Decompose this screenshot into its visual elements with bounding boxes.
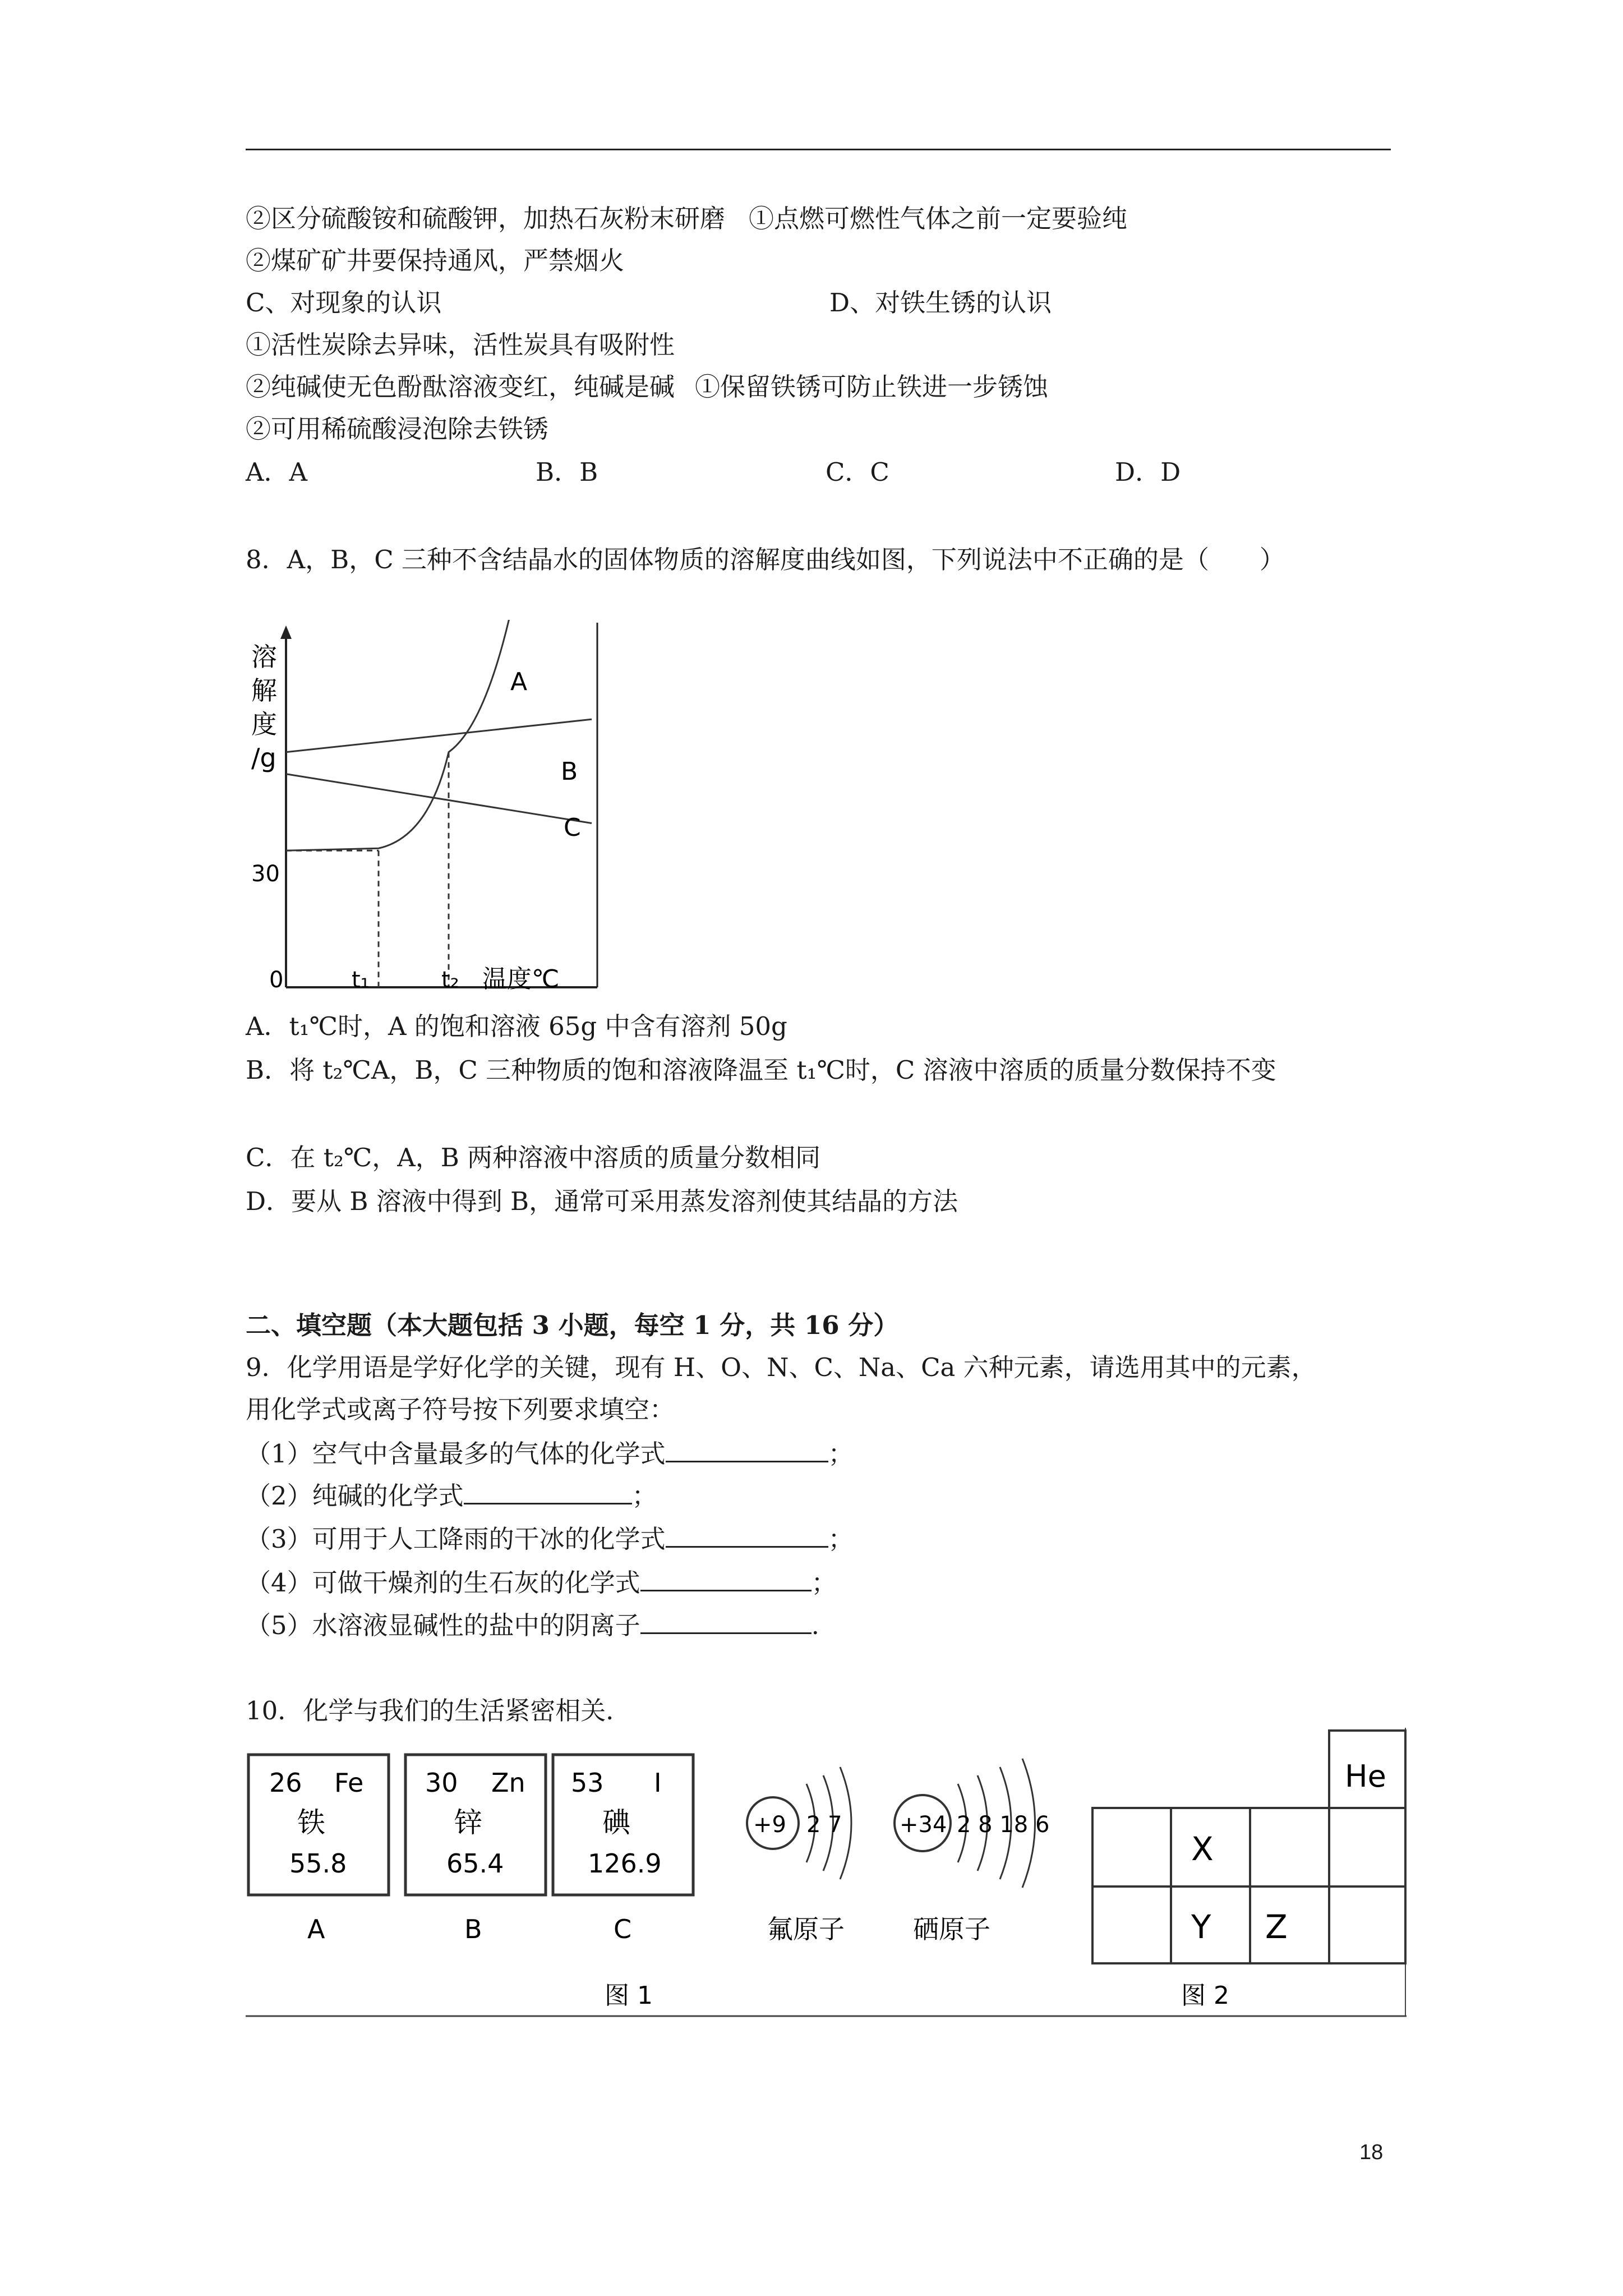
element-name: 碘	[602, 1806, 630, 1839]
question-stem: 用化学式或离子符号按下列要求填空：	[246, 1395, 675, 1424]
atomic-mass: 126.9	[588, 1848, 662, 1879]
option-text: ②区分硫酸铵和硫酸钾，加热石灰粉末研磨	[246, 204, 726, 233]
header-rule	[246, 149, 1391, 150]
series-a-curve	[286, 620, 516, 850]
atomic-number: 53	[571, 1768, 604, 1798]
text-line	[246, 202, 1127, 236]
text-line	[246, 370, 1048, 404]
cell-x: X	[1191, 1830, 1214, 1868]
fluorine-atom-diagram	[747, 1767, 851, 1944]
page-number: 18	[1359, 2141, 1384, 2164]
x-tick-label: t₂	[441, 967, 459, 993]
element-symbol: Zn	[491, 1768, 525, 1798]
answer-blank[interactable]	[640, 1565, 811, 1591]
cell-he: He	[1345, 1759, 1386, 1794]
nucleus-charge: +9	[753, 1812, 786, 1838]
series-label: C	[564, 813, 581, 842]
fill-item-end: ；	[828, 1439, 854, 1469]
fill-item	[246, 1521, 854, 1556]
atom-label: 氟原子	[767, 1914, 845, 1944]
answer-option: A．t₁℃时，A 的饱和溶液 65g 中含有溶剂 50g	[246, 1011, 787, 1041]
fill-item	[246, 1436, 854, 1471]
fill-item	[246, 1608, 819, 1642]
answer-blank[interactable]	[640, 1608, 811, 1634]
answer-blank[interactable]	[666, 1521, 828, 1548]
element-symbol: I	[654, 1768, 662, 1798]
fill-item-end: ；	[828, 1524, 854, 1554]
atomic-mass: 65.4	[446, 1848, 504, 1879]
text-line: ②煤矿矿井要保持通风，严禁烟火	[246, 246, 625, 275]
fill-item-text: （1）空气中含量最多的气体的化学式	[246, 1439, 666, 1469]
element-name: 锌	[454, 1806, 482, 1839]
element-symbol: Fe	[334, 1768, 364, 1798]
series-label: A	[510, 668, 528, 696]
element-name: 铁	[297, 1806, 325, 1839]
cell-z: Z	[1265, 1908, 1288, 1946]
series-c-line	[286, 774, 592, 823]
section-heading: 二、填空题（本大题包括 3 小题，每空 1 分，共 16 分）	[246, 1310, 899, 1340]
fill-item-text: （4）可做干燥剂的生石灰的化学式	[246, 1568, 640, 1598]
question-stem: 9．化学用语是学好化学的关键，现有 H、O、N、C、Na、Ca 六种元素，请选用其中的元素，	[246, 1352, 1317, 1382]
answer-option: A．A	[246, 457, 307, 487]
solubility-chart	[247, 620, 606, 1001]
y-axis-label-char: 溶	[251, 642, 277, 672]
fill-item-text: （5）水溶液显碱性的盐中的阴离子	[246, 1611, 640, 1640]
answer-blank[interactable]	[464, 1478, 632, 1504]
selenium-atom-diagram	[895, 1759, 1049, 1944]
electron-shells: 2 7	[806, 1812, 842, 1838]
element-card-fe	[248, 1755, 389, 1944]
series-b-line	[286, 719, 592, 752]
section-head: D、对铁生锈的认识	[829, 288, 1052, 318]
electron-shells: 2 8 18 6	[957, 1812, 1050, 1838]
fill-item	[246, 1478, 657, 1513]
fill-item-text: （3）可用于人工降雨的干冰的化学式	[246, 1524, 666, 1554]
question-stem: 10．化学与我们的生活紧密相关．	[246, 1696, 631, 1726]
fill-item-end: .	[811, 1611, 819, 1640]
fill-item-end: ；	[811, 1568, 837, 1598]
text-line: ①活性炭除去异味，活性炭具有吸附性	[246, 330, 675, 360]
y-axis-label-char: 度	[251, 709, 277, 739]
atomic-number: 30	[425, 1768, 458, 1798]
answer-option: B．将 t₂℃A，B，C 三种物质的饱和溶液降温至 t₁℃时，C 溶液中溶质的质量分数保持不变	[246, 1055, 1276, 1085]
figure-caption: 图 1	[605, 1981, 653, 2010]
x-axis-label: 温度℃	[482, 965, 560, 993]
figures	[246, 1728, 1412, 2019]
option-text: ①保留铁锈可防止铁进一步锈蚀	[695, 372, 1049, 402]
answer-option: D．D	[1115, 457, 1181, 487]
y-tick-label: 30	[251, 861, 280, 887]
answer-option: D．要从 B 溶液中得到 B，通常可采用蒸发溶剂使其结晶的方法	[246, 1186, 958, 1216]
cell-y: Y	[1191, 1908, 1211, 1946]
answer-option: C．在 t₂℃，A，B 两种溶液中溶质的质量分数相同	[246, 1143, 821, 1172]
series-label: B	[561, 757, 578, 786]
periodic-table-fragment	[1092, 1731, 1405, 1963]
y-axis-label-char: /g	[251, 743, 276, 773]
x-tick-label: t₁	[352, 967, 370, 993]
text-line: ②可用稀硫酸浸泡除去铁锈	[246, 414, 549, 444]
answer-option: C．C	[826, 457, 889, 487]
option-text: ①点燃可燃性气体之前一定要验纯	[749, 204, 1128, 233]
question-stem: 8．A，B，C 三种不含结晶水的固体物质的溶解度曲线如图，下列说法中不正确的是（ ）	[246, 545, 1285, 574]
section-head: C、对现象的认识	[246, 288, 442, 318]
atom-label: 硒原子	[913, 1914, 990, 1944]
y-axis-label-char: 解	[251, 675, 277, 706]
figure-caption: 图 2	[1181, 1981, 1229, 2010]
card-letter: A	[307, 1914, 325, 1944]
card-letter: B	[464, 1914, 482, 1944]
answer-blank[interactable]	[666, 1436, 828, 1462]
fill-item-end: ；	[631, 1481, 657, 1511]
element-card-i	[553, 1755, 693, 1944]
fill-item	[246, 1565, 837, 1600]
origin-label: 0	[269, 967, 284, 993]
nucleus-charge: +34	[900, 1812, 947, 1838]
card-letter: C	[614, 1914, 632, 1944]
y-axis-arrow	[280, 625, 292, 639]
atomic-number: 26	[269, 1768, 302, 1798]
fill-item-text: （2）纯碱的化学式	[246, 1481, 464, 1511]
option-text: ②纯碱使无色酚酞溶液变红，纯碱是碱	[246, 372, 675, 402]
element-card-zn	[405, 1755, 546, 1944]
atomic-mass: 55.8	[289, 1848, 347, 1879]
answer-option: B．B	[536, 457, 598, 487]
